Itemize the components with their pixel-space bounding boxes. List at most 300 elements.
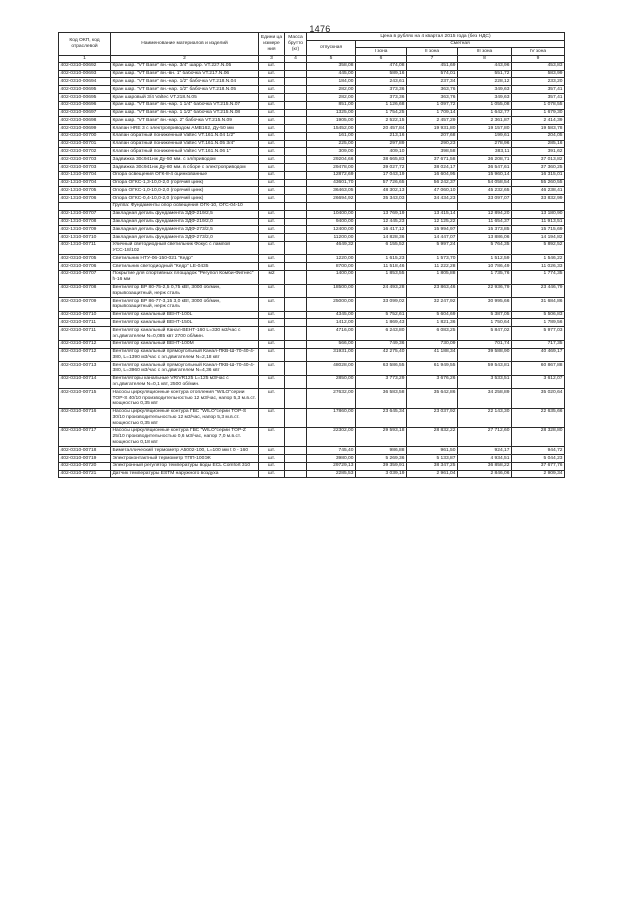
cell-unit: шт. xyxy=(259,187,285,195)
cell-zone-1-price: 373,36 xyxy=(356,94,407,102)
cell-zone-2-price: 38 024,17 xyxy=(407,164,458,172)
cell-zone-4-price: 14 194,82 xyxy=(512,234,565,242)
table-row xyxy=(59,78,565,86)
cell-code: 402-0310-00705 xyxy=(59,255,111,263)
column-number: 7 xyxy=(407,56,458,63)
cell-zone-2-price: 398,58 xyxy=(407,148,458,156)
cell-mass xyxy=(285,195,307,203)
table-row xyxy=(59,263,565,271)
cell-zone-4-price: 1 789,56 xyxy=(512,319,565,327)
cell-zone-3-price: 15 960,14 xyxy=(458,171,512,179)
cell-mass xyxy=(285,455,307,463)
cell-zone-1-price: 243,61 xyxy=(356,78,407,86)
cell-unit: шт. xyxy=(259,241,285,255)
cell-code: 402-1310-00704 xyxy=(59,179,111,187)
cell-mass xyxy=(285,348,307,362)
cell-zone-1-price: 33 099,02 xyxy=(356,298,407,312)
cell-zone-1-price: 13 769,19 xyxy=(356,210,407,218)
cell-zone-2-price: 3 676,26 xyxy=(407,375,458,389)
table-row xyxy=(59,362,565,376)
cell-zone-3-price: 1 750,64 xyxy=(458,319,512,327)
cell-zone-3-price: 12 894,20 xyxy=(458,210,512,218)
cell-code: 402-0310-00699 xyxy=(59,125,111,133)
cell-mass xyxy=(285,70,307,78)
cell-name: Вентилятор канальный ВЕНТ-100L xyxy=(111,311,259,319)
cell-unit: шт. xyxy=(259,117,285,125)
cell-zone-1-price: 14 828,36 xyxy=(356,234,407,242)
cell-zone-2-price: 574,01 xyxy=(407,70,458,78)
header-mass: Масса брутто (кг) xyxy=(285,33,307,56)
cell-release-price: 27632,00 xyxy=(307,389,356,408)
table-row xyxy=(59,327,565,341)
cell-zone-4-price: 944,72 xyxy=(512,447,565,455)
cell-zone-1-price: 39 027,72 xyxy=(356,164,407,172)
cell-release-price: 11200,00 xyxy=(307,234,356,242)
table-row xyxy=(59,70,565,78)
cell-release-price: 1325,00 xyxy=(307,109,356,117)
cell-zone-1-price: 35 343,03 xyxy=(356,195,407,203)
table-row xyxy=(59,148,565,156)
cell-name: Закладная деталь фундамента ЗДФ-219/2,0 xyxy=(111,218,259,226)
cell-release-price: 29204,66 xyxy=(307,156,356,164)
cell-zone-3-price: 10 786,49 xyxy=(458,263,512,271)
cell-zone-4-price xyxy=(512,202,565,210)
cell-unit: шт. xyxy=(259,348,285,362)
column-number: 9 xyxy=(512,56,565,63)
cell-zone-4-price: 2 414,39 xyxy=(512,117,565,125)
cell-unit: шт. xyxy=(259,263,285,271)
cell-code: 402-0310-00709 xyxy=(59,298,111,312)
price-table xyxy=(58,32,565,478)
header-release: отпускная xyxy=(307,40,356,55)
column-number: 2 xyxy=(111,56,259,63)
table-row xyxy=(59,179,565,187)
header-code: Код ОКП, код отраслевой xyxy=(59,33,111,56)
cell-unit: шт. xyxy=(259,101,285,109)
cell-release-price: 1905,00 xyxy=(307,117,356,125)
cell-zone-4-price: 5 892,52 xyxy=(512,241,565,255)
cell-name: Электронный регулятор температуры воды ECL Comfort 310 xyxy=(111,462,259,470)
cell-mass xyxy=(285,140,307,148)
cell-mass xyxy=(285,389,307,408)
cell-release-price: 8700,00 xyxy=(307,263,356,271)
cell-zone-3-price: 1 735,76 xyxy=(458,270,512,284)
cell-code: 402-0310-00719 xyxy=(59,455,111,463)
cell-code: 402-1310-00704 xyxy=(59,171,111,179)
cell-release-price: 4716,00 xyxy=(307,327,356,341)
cell-code: 402-0310-00703 xyxy=(59,164,111,172)
table-row xyxy=(59,210,565,218)
cell-code: 402-0310-00694 xyxy=(59,78,111,86)
table-row xyxy=(59,408,565,427)
table-row xyxy=(59,255,565,263)
table-row xyxy=(59,427,565,446)
cell-mass xyxy=(285,125,307,133)
cell-unit: шт. xyxy=(259,234,285,242)
cell-code: 402-0310-00710 xyxy=(59,311,111,319)
cell-name: Клапан обратный пониженный Valtec VT.161.N.05 3/4" xyxy=(111,140,259,148)
cell-zone-3-price: 34 258,89 xyxy=(458,389,512,408)
cell-zone-4-price: 33 832,99 xyxy=(512,195,565,203)
cell-mass xyxy=(285,447,307,455)
cell-zone-3-price: 45 232,65 xyxy=(458,187,512,195)
table-row xyxy=(59,117,565,125)
cell-zone-1-price: 213,16 xyxy=(356,132,407,140)
cell-release-price: 29729,13 xyxy=(307,462,356,470)
cell-mass xyxy=(285,187,307,195)
cell-zone-1-price: 48 302,13 xyxy=(356,187,407,195)
cell-unit: шт. xyxy=(259,255,285,263)
cell-name: Светильник светодиодный "Кедр" LE-0435 xyxy=(111,263,259,271)
cell-zone-4-price: 1 679,30 xyxy=(512,109,565,117)
cell-name: Клапан обратный пониженный Valtec VT.161.N.04 1/2" xyxy=(111,132,259,140)
cell-zone-3-price: 22 936,79 xyxy=(458,284,512,298)
cell-zone-4-price: 583,99 xyxy=(512,70,565,78)
cell-release-price: 48028,00 xyxy=(307,362,356,376)
cell-zone-1-price: 6 155,52 xyxy=(356,241,407,255)
cell-zone-4-price: 357,41 xyxy=(512,94,565,102)
table-row xyxy=(59,171,565,179)
cell-zone-2-price: 12 125,22 xyxy=(407,218,458,226)
cell-zone-3-price: 2 846,06 xyxy=(458,470,512,478)
cell-release-price: 10400,00 xyxy=(307,210,356,218)
cell-zone-4-price: 1 774,35 xyxy=(512,270,565,284)
cell-zone-4-price: 22 635,66 xyxy=(512,408,565,427)
cell-zone-4-price: 1 078,55 xyxy=(512,101,565,109)
cell-zone-3-price: 2 361,87 xyxy=(458,117,512,125)
cell-release-price: 161,00 xyxy=(307,132,356,140)
cell-mass xyxy=(285,311,307,319)
table-row xyxy=(59,470,565,478)
cell-name: Закладная деталь фундамента ЗДФ-273/2,5 xyxy=(111,226,259,234)
cell-zone-3-price: 443,96 xyxy=(458,62,512,70)
cell-zone-1-price: 23 645,34 xyxy=(356,408,407,427)
cell-unit: шт. xyxy=(259,408,285,427)
cell-unit xyxy=(259,202,285,210)
cell-zone-2-price: 41 188,34 xyxy=(407,348,458,362)
header-name: Наименование материалов и изделий xyxy=(111,33,259,56)
cell-zone-4-price: 15 715,69 xyxy=(512,226,565,234)
cell-name: Уличный светодиодный светильник Фокус с лампой УСС-18/102 xyxy=(111,241,259,255)
cell-code: 402-0310-00702 xyxy=(59,148,111,156)
cell-name: Датчик температуры ESTM наружного воздуха xyxy=(111,470,259,478)
cell-name: Вентилятор канальный ВЕНТ-150L xyxy=(111,319,259,327)
cell-name: Вентиляторы канальные VR/VR125 L=125 м3/час с эл.двигателем N=0,1 квт, 2500 об/мин. xyxy=(111,375,259,389)
cell-code: 402-0310-00696 xyxy=(59,101,111,109)
cell-code: 402-0310-00703 xyxy=(59,156,111,164)
cell-release-price: 282,00 xyxy=(307,86,356,94)
table-row xyxy=(59,132,565,140)
cell-zone-2-price: 207,68 xyxy=(407,132,458,140)
header-zone-2: II зона xyxy=(407,48,458,56)
cell-code: 402-0310-00697 xyxy=(59,109,111,117)
cell-zone-1-price: 20 457,84 xyxy=(356,125,407,133)
cell-name: Опора ОГКС-1,3-10,0-2,0 (горячий цинк) xyxy=(111,179,259,187)
cell-zone-2-price: 363,76 xyxy=(407,94,458,102)
cell-zone-3-price: 19 157,80 xyxy=(458,125,512,133)
cell-zone-3-price: 228,12 xyxy=(458,78,512,86)
cell-release-price: 358,08 xyxy=(307,62,356,70)
cell-name: Кран шар. "VT Base" вн.-нар. 2" бабочка VT.215.N.09 xyxy=(111,117,259,125)
column-number: 3 xyxy=(259,56,285,63)
cell-zone-1-price: 63 586,55 xyxy=(356,362,407,376)
cell-mass xyxy=(285,109,307,117)
cell-zone-3-price: 33 097,07 xyxy=(458,195,512,203)
table-row xyxy=(59,94,565,102)
cell-release-price: 29478,00 xyxy=(307,164,356,172)
cell-zone-3-price: 1 055,08 xyxy=(458,101,512,109)
header-price-group: Цена в рублях на 4 квартал 2015 года (без НДС) xyxy=(307,33,565,41)
cell-release-price: 309,00 xyxy=(307,148,356,156)
table-row xyxy=(59,195,565,203)
cell-code: 402-0310-00701 xyxy=(59,140,111,148)
cell-zone-4-price: 55 260,55 xyxy=(512,179,565,187)
cell-zone-2-price: 28 832,22 xyxy=(407,427,458,446)
cell-unit: шт. xyxy=(259,179,285,187)
cell-unit: шт. xyxy=(259,132,285,140)
cell-name: Закладная деталь фундамента ЗДФ-273/2,0 xyxy=(111,234,259,242)
cell-unit: шт. xyxy=(259,447,285,455)
cell-unit: шт. xyxy=(259,284,285,298)
table-row xyxy=(59,226,565,234)
cell-release-price: 184,00 xyxy=(307,78,356,86)
cell-release-price: 22302,00 xyxy=(307,427,356,446)
cell-name: Клапан HRE 3 с электроприводом AMB162, Ду-50 мм xyxy=(111,125,259,133)
cell-release-price: 36463,05 xyxy=(307,187,356,195)
cell-zone-1-price: 1 754,25 xyxy=(356,109,407,117)
cell-zone-2-price: 730,09 xyxy=(407,340,458,348)
cell-zone-1-price: 12 445,23 xyxy=(356,218,407,226)
cell-code: 402-0310-00695 xyxy=(59,86,111,94)
cell-zone-2-price: 32 247,92 xyxy=(407,298,458,312)
table-row xyxy=(59,348,565,362)
cell-zone-1-price: 57 726,65 xyxy=(356,179,407,187)
table-row xyxy=(59,234,565,242)
cell-code: 402-0310-00717 xyxy=(59,427,111,446)
cell-name: Кран шар. "VT Base" вн.-нар. 3/4" шарр. VT.227.N.05 xyxy=(111,62,259,70)
cell-name: Электроконтактный термометр ТПП-100ЭК xyxy=(111,455,259,463)
cell-code: 402-0310-00718 xyxy=(59,447,111,455)
cell-name: Кран шар. "VT Base" вн.-нар. 1 1/2" бабочка VT.215.N.08 xyxy=(111,109,259,117)
header-zone-3: III зона xyxy=(458,48,512,56)
cell-name: Вентилятор канальный прямоугольный Канал-ПКВ-Ш-70-40-4-380, L=3960 м3/час с эл.двигателем N=4,36 квт xyxy=(111,362,259,376)
cell-unit: шт. xyxy=(259,389,285,408)
cell-release-price: 282,00 xyxy=(307,94,356,102)
cell-unit: шт. xyxy=(259,86,285,94)
table-row xyxy=(59,447,565,455)
cell-zone-2-price: 237,34 xyxy=(407,78,458,86)
header-estimate: Сметная xyxy=(356,40,565,48)
cell-zone-1-price: 1 869,43 xyxy=(356,319,407,327)
table-row xyxy=(59,340,565,348)
cell-zone-1-price: 16 417,12 xyxy=(356,226,407,234)
cell-name: Насосы циркуляционные контура ГВС "WILO"серии TOP-S 30/10 производительностью 12 м3/час, напор 5,3 м.в.ст. мощностью 0,35 квт xyxy=(111,408,259,427)
cell-zone-2-price: 5 997,24 xyxy=(407,241,458,255)
cell-name: Опора ОГКС-0,4-10,0-2,0 (горячий цинк) xyxy=(111,195,259,203)
cell-zone-2-price xyxy=(407,202,458,210)
cell-zone-1-price: 409,10 xyxy=(356,148,407,156)
cell-name: Кран шаровый 3/4 Valtec VT.218.N.05 xyxy=(111,94,259,102)
cell-zone-4-price: 19 583,78 xyxy=(512,125,565,133)
cell-zone-1-price: 42 275,40 xyxy=(356,348,407,362)
cell-name: Задвижка 30с941нж Ду-50 мм. с эл/приводом xyxy=(111,156,259,164)
cell-zone-1-price: 2 522,15 xyxy=(356,117,407,125)
cell-zone-2-price: 23 037,92 xyxy=(407,408,458,427)
cell-zone-4-price: 453,83 xyxy=(512,62,565,70)
cell-code: 402-0310-00711 xyxy=(59,319,111,327)
cell-zone-2-price: 2 457,29 xyxy=(407,117,458,125)
cell-mass xyxy=(285,263,307,271)
cell-code: 402-1310-00705 xyxy=(59,187,111,195)
cell-zone-2-price: 5 604,69 xyxy=(407,311,458,319)
cell-code: 402-0310-00706 xyxy=(59,263,111,271)
cell-name: Кран шар. "VT Base" вн.-вн. 1" бабочка VT.217.N.06 xyxy=(111,70,259,78)
cell-zone-1-price: 474,08 xyxy=(356,62,407,70)
cell-zone-3-price: 22 143,30 xyxy=(458,408,512,427)
cell-mass xyxy=(285,462,307,470)
cell-mass xyxy=(285,226,307,234)
cell-unit: шт. xyxy=(259,148,285,156)
cell-code: 402-1310-00706 xyxy=(59,195,111,203)
cell-release-price xyxy=(307,202,356,210)
cell-name: Вентилятор канальный прямоугольный Канал-ПКВ-Ш-70-40-4-380, L=1390 м3/час с эл.двигателем N=2,18 квт xyxy=(111,348,259,362)
cell-zone-1-price: 3 773,29 xyxy=(356,375,407,389)
cell-zone-3-price: 1 642,77 xyxy=(458,109,512,117)
cell-zone-3-price: 15 373,85 xyxy=(458,226,512,234)
cell-zone-2-price: 451,69 xyxy=(407,62,458,70)
cell-mass xyxy=(285,408,307,427)
cell-zone-1-price: 24 493,28 xyxy=(356,284,407,298)
cell-name: Насосы циркуляционные контура ГВС "WILO"серии TOP-Z 25/10 производительностью 0,6 м3/час, напор 7,0 м.в.ст. мощностью 0,18 квт xyxy=(111,427,259,446)
cell-code: 402-0310-00698 xyxy=(59,117,111,125)
table-row xyxy=(59,455,565,463)
cell-zone-2-price: 35 642,86 xyxy=(407,389,458,408)
table-row xyxy=(59,140,565,148)
cell-zone-2-price: 5 133,87 xyxy=(407,455,458,463)
cell-mass xyxy=(285,327,307,341)
cell-name: Группа: Фундаменты опор освещения ОГК-10, ОГС-04-10 xyxy=(111,202,259,210)
cell-unit: шт. xyxy=(259,62,285,70)
cell-unit: шт. xyxy=(259,470,285,478)
cell-code: 402-0310-00693 xyxy=(59,70,111,78)
column-number: 6 xyxy=(356,56,407,63)
cell-mass xyxy=(285,298,307,312)
cell-code xyxy=(59,202,111,210)
cell-zone-4-price: 31 684,86 xyxy=(512,298,565,312)
cell-unit: шт. xyxy=(259,94,285,102)
cell-zone-2-price: 2 961,04 xyxy=(407,470,458,478)
table-body xyxy=(59,62,565,478)
cell-zone-1-price xyxy=(356,202,407,210)
cell-mass xyxy=(285,62,307,70)
cell-zone-3-price: 278,96 xyxy=(458,140,512,148)
cell-mass xyxy=(285,270,307,284)
cell-release-price: 4345,00 xyxy=(307,311,356,319)
cell-zone-4-price: 11 913,51 xyxy=(512,218,565,226)
cell-code: 402-0310-00713 xyxy=(59,362,111,376)
cell-zone-2-price: 47 060,10 xyxy=(407,187,458,195)
cell-release-price: 566,00 xyxy=(307,340,356,348)
table-row xyxy=(59,284,565,298)
cell-zone-3-price: 39 588,90 xyxy=(458,348,512,362)
cell-zone-3-price: 349,63 xyxy=(458,94,512,102)
cell-name: Светильник НТУ-06-150-021 "Кедр" xyxy=(111,255,259,263)
cell-unit: шт. xyxy=(259,455,285,463)
cell-name: Вентилятор канальный ВЕНТ-100М xyxy=(111,340,259,348)
cell-mass xyxy=(285,148,307,156)
cell-zone-3-price: 36 547,61 xyxy=(458,164,512,172)
cell-zone-2-price: 11 222,28 xyxy=(407,263,458,271)
cell-zone-2-price: 1 097,72 xyxy=(407,101,458,109)
cell-code: 402-0310-00712 xyxy=(59,340,111,348)
cell-code: 402-0310-00715 xyxy=(59,389,111,408)
cell-unit: шт. xyxy=(259,125,285,133)
cell-zone-3-price: 5 847,02 xyxy=(458,327,512,341)
cell-zone-1-price: 5 269,36 xyxy=(356,455,407,463)
cell-mass xyxy=(285,470,307,478)
cell-code: 402-1310-00707 xyxy=(59,210,111,218)
cell-zone-3-price xyxy=(458,202,512,210)
cell-unit: шт. xyxy=(259,375,285,389)
cell-zone-4-price: 204,05 xyxy=(512,132,565,140)
cell-release-price: 1400,00 xyxy=(307,270,356,284)
cell-release-price: 2285,53 xyxy=(307,470,356,478)
cell-unit: м2 xyxy=(259,270,285,284)
cell-code: 402-0310-00707 xyxy=(59,270,111,284)
cell-code: 402-0310-00716 xyxy=(59,408,111,427)
cell-name: Вентилятор ВР 80-75-2,5 0,75 кВт, 3000 об/мин, взрывозащитный, нерж сталь xyxy=(111,284,259,298)
cell-mass xyxy=(285,234,307,242)
cell-code: 402-0310-00708 xyxy=(59,284,111,298)
cell-zone-3-price: 30 995,66 xyxy=(458,298,512,312)
cell-mass xyxy=(285,427,307,446)
cell-release-price: 43601,70 xyxy=(307,179,356,187)
cell-zone-4-price: 37 013,82 xyxy=(512,156,565,164)
cell-zone-3-price: 199,61 xyxy=(458,132,512,140)
cell-code: 402-1310-00711 xyxy=(59,241,111,255)
cell-zone-4-price: 5 977,03 xyxy=(512,327,565,341)
cell-mass xyxy=(285,202,307,210)
cell-zone-4-price: 1 546,22 xyxy=(512,255,565,263)
cell-zone-4-price: 233,20 xyxy=(512,78,565,86)
cell-code: 402-0310-00695 xyxy=(59,94,111,102)
cell-code: 402-0310-00714 xyxy=(59,375,111,389)
cell-unit: шт. xyxy=(259,340,285,348)
cell-name: Насосы циркуляционные контура отопления "WILO"серии TOP-S 40/10 производительностью 12 м3/час, напор 5,3 м.в.ст. мощностью 0,35 квт xyxy=(111,389,259,408)
cell-mass xyxy=(285,117,307,125)
cell-release-price: 851,00 xyxy=(307,101,356,109)
cell-zone-4-price: 23 446,79 xyxy=(512,284,565,298)
cell-zone-1-price: 1 853,55 xyxy=(356,270,407,284)
cell-zone-3-price: 11 654,37 xyxy=(458,218,512,226)
cell-name: Кран шар. "VT Base" вн.-нар. 1/2" бабочка VT.218.N.04 xyxy=(111,78,259,86)
table-row xyxy=(59,156,565,164)
page-number: 1476 xyxy=(309,24,331,34)
cell-name: Кран шар. "VT Base" вн.-нар. 1/2" бабочка VT.218.N.05 xyxy=(111,86,259,94)
cell-zone-3-price: 36 208,71 xyxy=(458,156,512,164)
table-row xyxy=(59,125,565,133)
cell-unit: шт. xyxy=(259,171,285,179)
header-unit: Едини ца измере ния xyxy=(259,33,285,56)
cell-mass xyxy=(285,375,307,389)
cell-zone-3-price: 3 533,51 xyxy=(458,375,512,389)
cell-unit: шт. xyxy=(259,462,285,470)
cell-release-price: 17860,00 xyxy=(307,408,356,427)
cell-zone-3-price: 36 858,22 xyxy=(458,462,512,470)
table-row xyxy=(59,86,565,94)
cell-zone-2-price: 6 083,25 xyxy=(407,327,458,341)
cell-zone-4-price: 391,62 xyxy=(512,148,565,156)
